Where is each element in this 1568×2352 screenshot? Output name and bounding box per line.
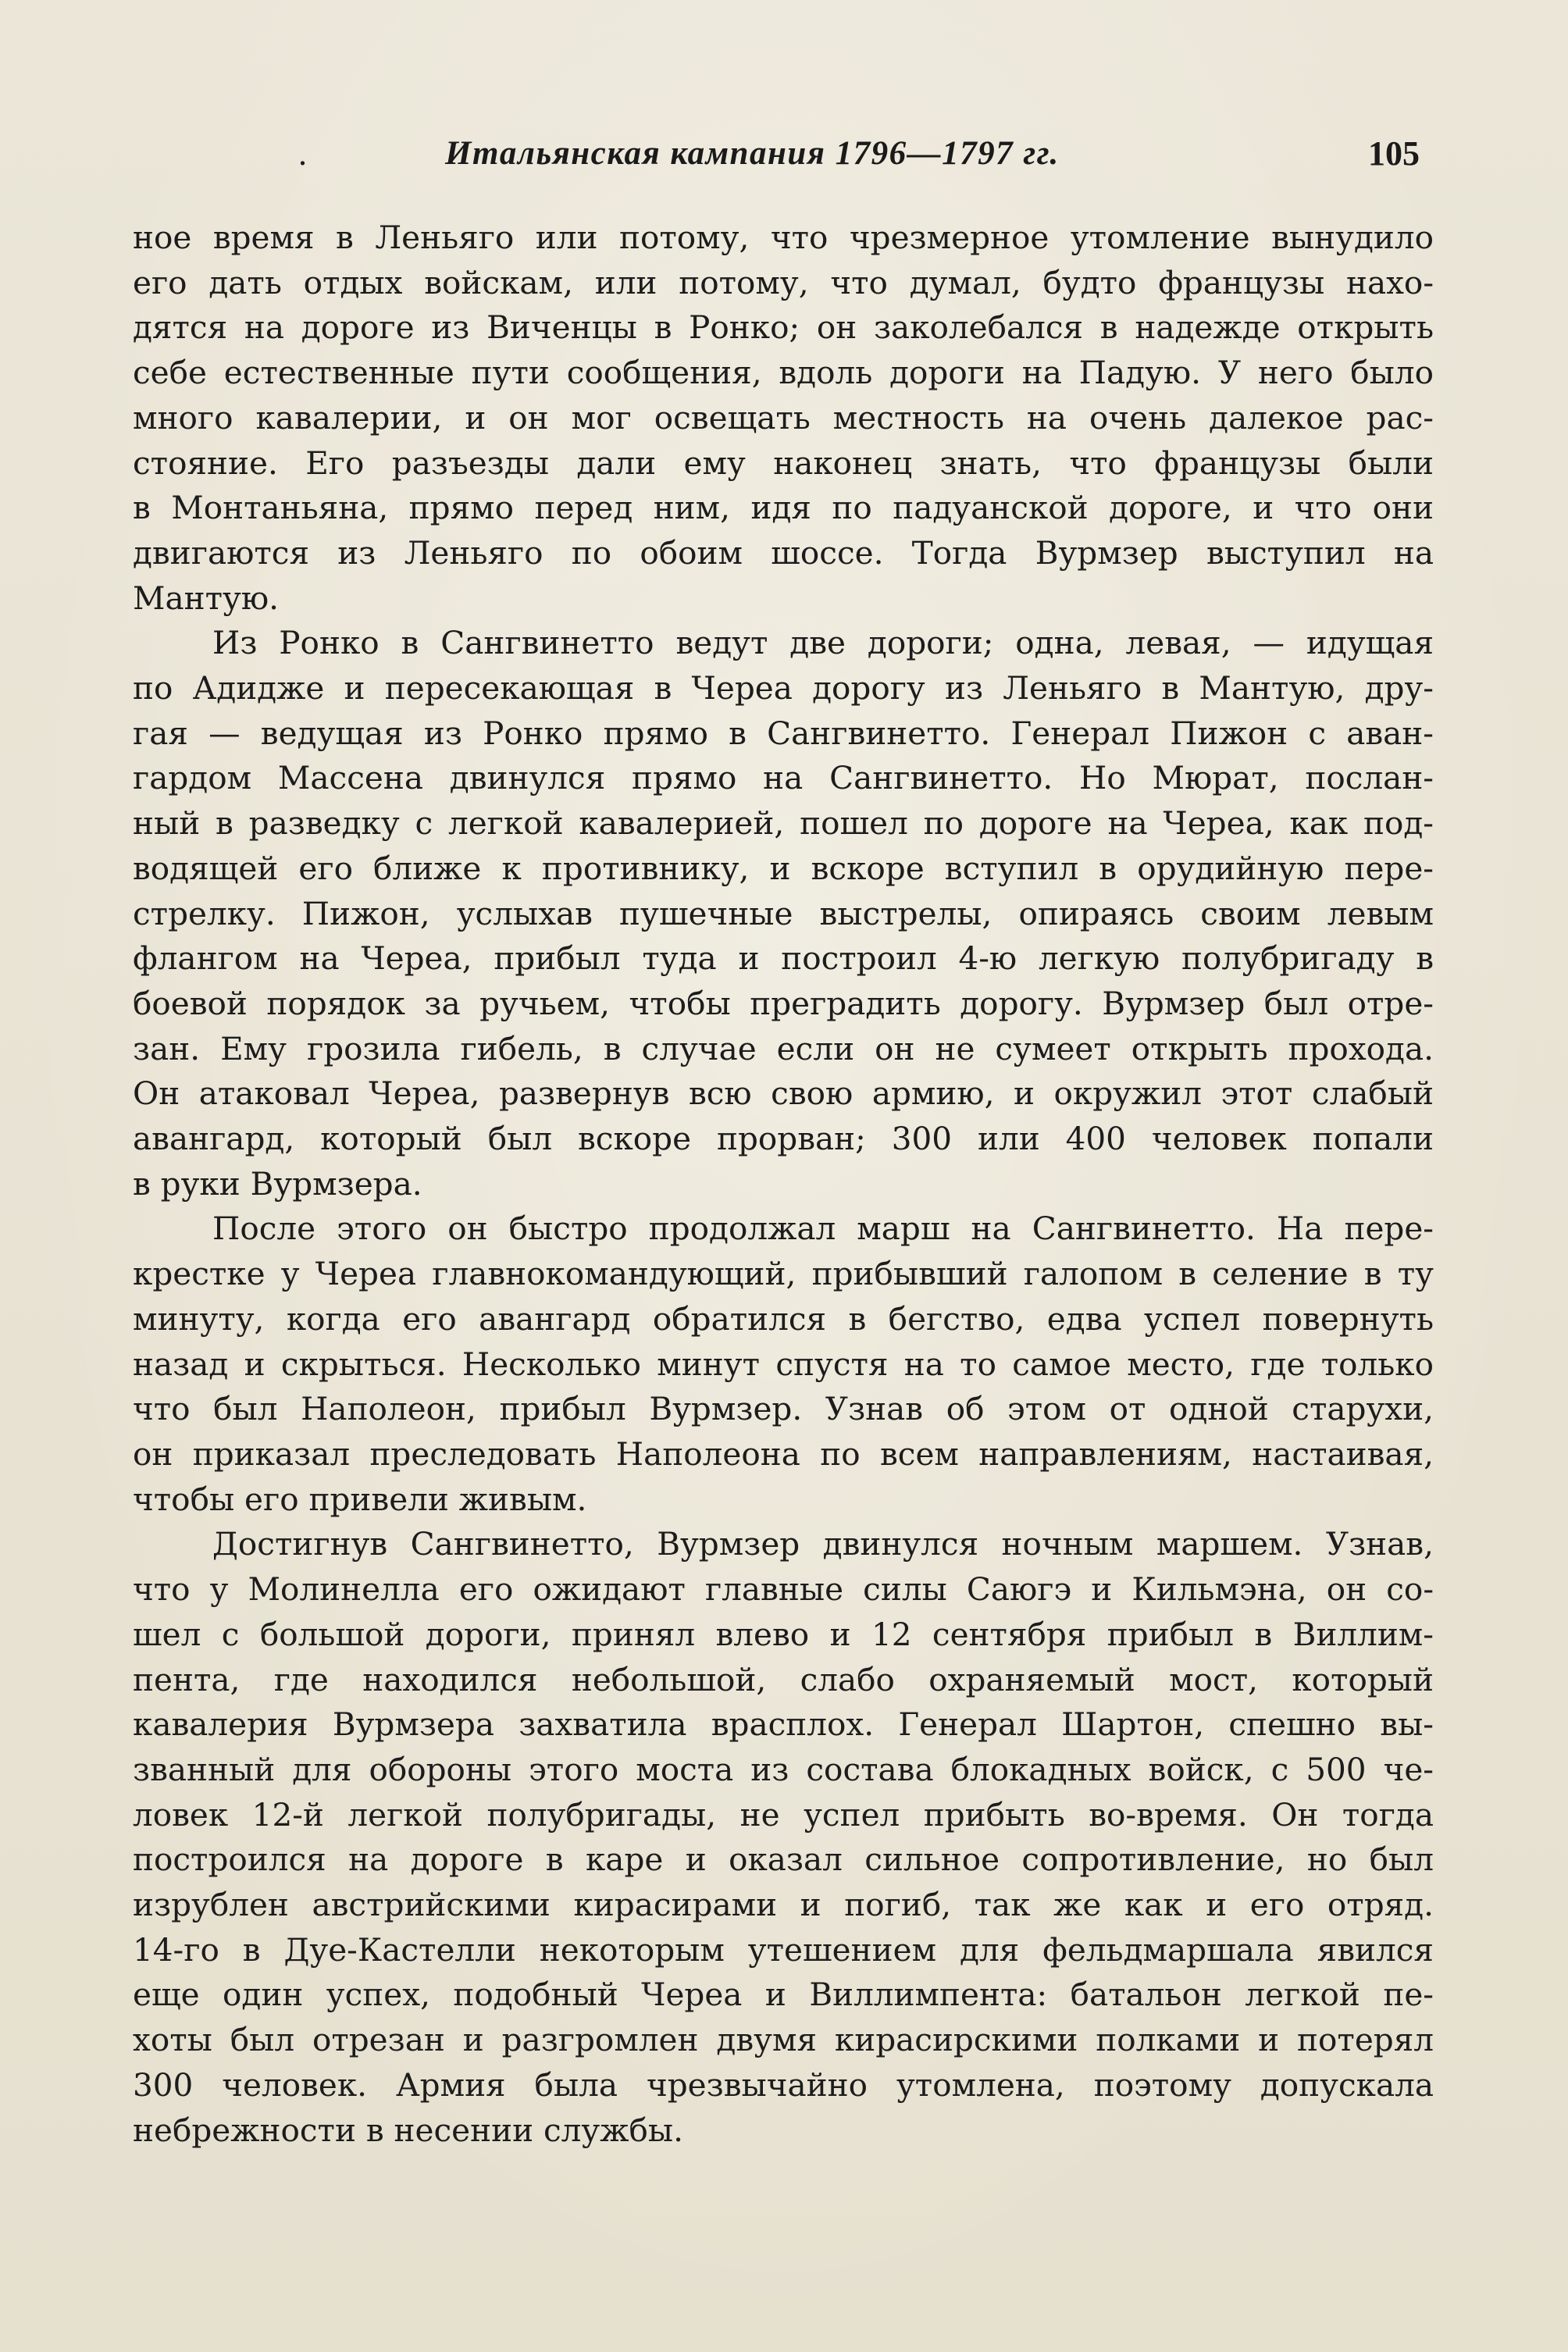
- text-line: ловек 12-й легкой полубригады, не успел прибыть во-время. Он тогда: [133, 1795, 1434, 1833]
- text-line: авангард, который был вскоре прорван; 300 или 400 человек попали: [133, 1120, 1434, 1158]
- body-text: [133, 216, 1434, 2153]
- text-line: 14-го в Дуе-Кастелли некоторым утешением для фельдмаршала явился: [133, 1930, 1434, 1969]
- text-line: Достигнув Сангвинетто, Вурмзер двинулся ночным маршем. Узнав,: [212, 1525, 1434, 1563]
- text-line: кавалерия Вурмзера захватила врасплох. Генерал Шартон, спешно вы-: [133, 1705, 1434, 1744]
- text-line: по Адидже и пересекающая в Череа дорогу из Леньяго в Мантую, дру-: [133, 669, 1434, 707]
- text-line: После этого он быстро продолжал марш на Сангвинетто. На пере-: [212, 1210, 1434, 1248]
- text-line: гардом Массена двинулся прямо на Сангвинетто. Но Мюрат, послан-: [133, 759, 1434, 797]
- text-line: себе естественные пути сообщения, вдоль дороги на Падую. У него было: [133, 354, 1434, 392]
- text-line: водящей его ближе к противнику, и вскоре вступил в орудийную пере-: [133, 849, 1434, 887]
- text-line: еще один успех, подобный Череа и Виллимпента: батальон легкой пе-: [133, 1976, 1434, 2014]
- text-line: что был Наполеон, прибыл Вурмзер. Узнав об этом от одной старухи,: [133, 1390, 1434, 1428]
- text-line: званный для обороны этого моста из состава блокадных войск, с 500 че-: [133, 1750, 1434, 1788]
- text-line: стрелку. Пижон, услыхав пушечные выстрелы, опираясь своим левым: [133, 894, 1434, 932]
- text-line: 300 человек. Армия была чрезвычайно утомлена, поэтому допускала: [133, 2065, 1434, 2104]
- text-line: его дать отдых войскам, или потому, что думал, будто французы нахо-: [133, 263, 1434, 301]
- page-number: 105: [1368, 134, 1420, 173]
- paragraph-3: [133, 1206, 1434, 1522]
- paragraph-2: [133, 621, 1434, 1206]
- text-line: чтобы его привели живым.: [133, 1480, 587, 1518]
- paragraph-4: [133, 1522, 1434, 2153]
- text-line: Он атаковал Череа, развернув всю свою армию, и окружил этот слабый: [133, 1074, 1434, 1113]
- text-line: гая — ведущая из Ронко прямо в Сангвинетто. Генерал Пижон с аван-: [133, 714, 1434, 752]
- text-line: минуту, когда его авангард обратился в бегство, едва успел повернуть: [133, 1299, 1434, 1338]
- text-line: Мантую.: [133, 579, 279, 617]
- text-line: пента, где находился небольшой, слабо охраняемый мост, который: [133, 1660, 1434, 1698]
- text-line: в Монтаньяна, прямо перед ним, идя по падуанской дороге, и что они: [133, 489, 1434, 527]
- text-line: построился на дороге в каре и оказал сильное сопротивление, но был: [133, 1841, 1434, 1879]
- text-line: хоты был отрезан и разгромлен двумя кирасирскими полками и потерял: [133, 2021, 1434, 2059]
- text-line: в руки Вурмзера.: [133, 1164, 422, 1203]
- text-line: боевой порядок за ручьем, чтобы преградить дорогу. Вурмзер был отре-: [133, 984, 1434, 1022]
- text-line: много кавалерии, и он мог освещать местность на очень далекое рас-: [133, 398, 1434, 437]
- text-line: зан. Ему грозила гибель, в случае если он не сумеет открыть прохода.: [133, 1029, 1434, 1067]
- text-line: назад и скрыться. Несколько минут спустя на то самое место, где только: [133, 1345, 1434, 1383]
- running-header: [0, 127, 1568, 181]
- header-dot: .: [298, 134, 307, 173]
- text-line: флангом на Череа, прибыл туда и построил 4-ю легкую полубригаду в: [133, 939, 1434, 978]
- text-line: он приказал преследовать Наполеона по всем направлениям, настаивая,: [133, 1434, 1434, 1473]
- text-line: изрублен австрийскими кирасирами и погиб, так же как и его отряд.: [133, 1886, 1434, 1924]
- paragraph-1: [133, 216, 1434, 621]
- text-line: дятся на дороге из Виченцы в Ронко; он заколебался в надежде открыть: [133, 308, 1434, 347]
- text-line: Из Ронко в Сангвинетто ведут две дороги; одна, левая, — идущая: [212, 624, 1434, 662]
- text-line: стояние. Его разъезды дали ему наконец знать, что французы были: [133, 444, 1434, 482]
- text-line: что у Молинелла его ожидают главные силы Саюгэ и Кильмэна, он со-: [133, 1570, 1434, 1609]
- text-line: двигаются из Леньяго по обоим шоссе. Тогда Вурмзер выступил на: [133, 533, 1434, 572]
- text-line: шел с большой дороги, принял влево и 12 сентября прибыл в Виллим-: [133, 1615, 1434, 1653]
- text-line: ный в разведку с легкой кавалерией, пошел по дороге на Череа, как под-: [133, 804, 1434, 843]
- text-line: небрежности в несении службы.: [133, 2111, 683, 2149]
- running-title: Итальянская кампания 1796—1797 гг.: [445, 135, 1060, 172]
- text-line: крестке у Череа главнокомандующий, прибывший галопом в селение в ту: [133, 1255, 1434, 1293]
- text-line: ное время в Леньяго или потому, что чрезмерное утомление вынудило: [133, 219, 1434, 256]
